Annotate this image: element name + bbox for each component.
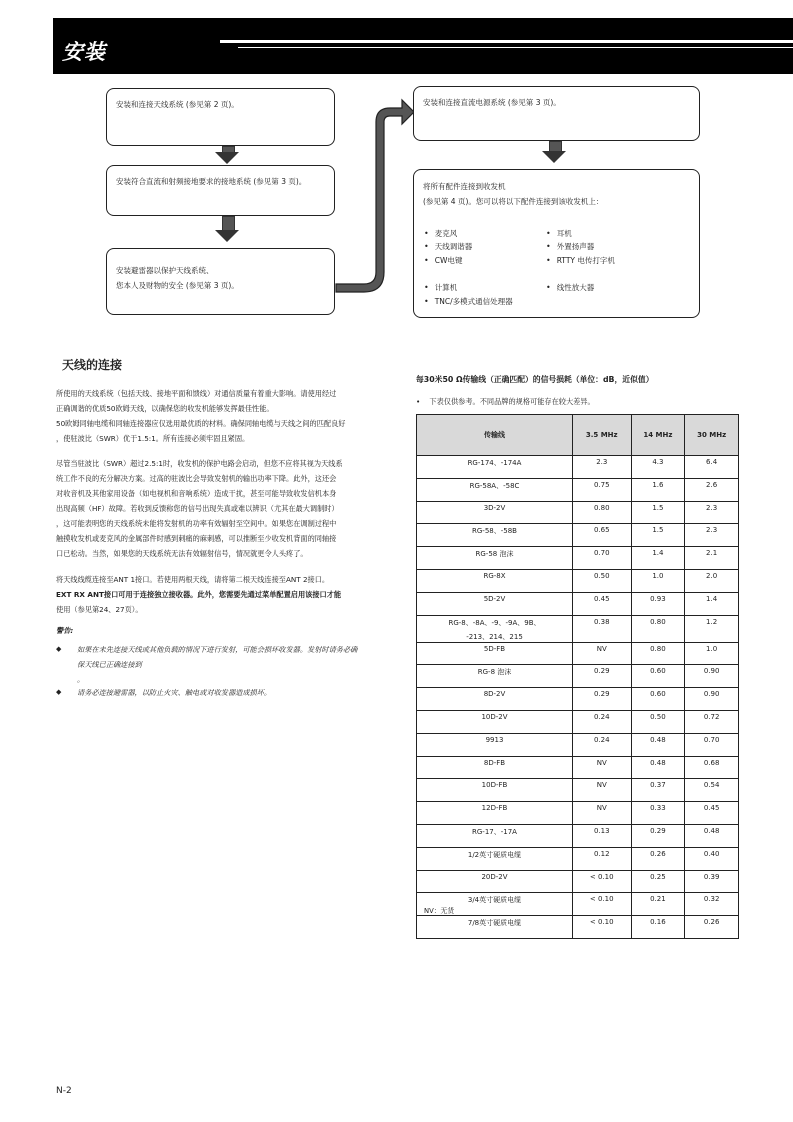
- table-row: [417, 824, 739, 847]
- paragraph: 尽管当驻波比（SWR）超过2.5:1时，收发机的保护电路会启动，但您不应将其视为天线系 统工作不良的充分解决方案。过高的驻波比会导致发射机的输出功率下降。此外，这还会 对收音机及其他家用设备（如电视机和音响系统）造成干扰，甚至可能导致收发信机本身 出现高频（HF）故障。若收到反馈称您的信号出现失真或难以辨识（尤其在最大调制时） ，这可能表明您的天线系统未能将发射机的功率有效辐射至空间中。如果您在调制过程中 触摸收发机或麦克风的金属部件时感到刺痛的麻刺感，可以推断至少收发机背面的同轴接 口已松动。当然，如果您的天线系统无法有效辐射信号，情况就更令人头疼了。: [56, 459, 343, 558]
- cell-line-type: 8D-2V: [417, 688, 573, 711]
- cell-loss-value: 0.29: [631, 824, 685, 847]
- cell-loss-value: 0.93: [631, 592, 685, 615]
- cell-loss-value: 0.29: [573, 688, 632, 711]
- table-row: [417, 642, 739, 665]
- cell-loss-value: 0.45: [573, 592, 632, 615]
- cell-loss-value: < 0.10: [573, 893, 632, 916]
- cell-loss-value: 0.38: [573, 615, 632, 642]
- cell-loss-value: NV: [573, 642, 632, 665]
- flow-step-text: 安装和连接直流电源系统 (参见第 3 页)。: [423, 98, 561, 107]
- cell-loss-value: NV: [573, 779, 632, 802]
- cell-loss-value: 1.0: [685, 642, 739, 665]
- cell-loss-value: 0.39: [685, 870, 739, 893]
- cell-loss-value: 0.54: [685, 779, 739, 802]
- flow-step-text: (参见第 4 页)。您可以将以下配件连接到该收发机上：: [423, 197, 604, 206]
- cell-line-type: 10D-2V: [417, 710, 573, 733]
- table-row: [417, 665, 739, 688]
- cell-line-type: RG-8X: [417, 569, 573, 592]
- table-row: [417, 870, 739, 893]
- cell-loss-value: 1.4: [631, 547, 685, 570]
- cell-loss-value: 2.3: [685, 501, 739, 524]
- cell-loss-value: 1.2: [685, 615, 739, 642]
- cell-line-type: 8D-FB: [417, 756, 573, 779]
- cell-loss-value: 0.26: [685, 916, 739, 939]
- cell-line-type: 10D-FB: [417, 779, 573, 802]
- cell-line-type: 7/8英寸硬质电缆: [417, 916, 573, 939]
- table-row: [417, 802, 739, 825]
- cell-loss-value: 0.24: [573, 733, 632, 756]
- cell-loss-value: 2.3: [685, 524, 739, 547]
- paragraph: 所使用的天线系统（包括天线、接地平面和馈线）对通信质量有着重大影响。请使用经过 正确调谐的优质50欧姆天线，以确保您的收发机能够发挥最佳性能。 50欧姆同轴电缆和同轴连接器应仅选用最优质的材料。确保同轴电缆与天线之间的匹配良好 ，使驻波比（SWR）优于1.5:1。所有连接必须牢固且紧固。: [56, 389, 346, 443]
- list-item: • 线性放大器: [546, 283, 595, 292]
- paragraph: 将天线线缆连接至ANT 1接口。若使用两根天线，请将第二根天线连接至ANT 2接口。 EXT RX ANT接口可用于连接独立接收器。此外，您需要先通过菜单配置启用该接口才能 使用（参见第24、27页）。: [56, 575, 342, 614]
- cell-loss-value: 1.5: [631, 524, 685, 547]
- cell-loss-value: 2.3: [573, 456, 632, 479]
- table-row: [417, 916, 739, 939]
- table-row: [417, 547, 739, 570]
- cell-line-type: RG-58、-58B: [417, 524, 573, 547]
- cell-loss-value: NV: [573, 756, 632, 779]
- cell-loss-value: 0.50: [573, 569, 632, 592]
- list-item: • TNC/多模式通信处理器: [424, 297, 513, 306]
- table-row: [417, 733, 739, 756]
- table-row: [417, 524, 739, 547]
- warning-label: 警告:: [56, 626, 74, 635]
- flow-step-lightning: [106, 248, 335, 315]
- cell-loss-value: 0.90: [685, 665, 739, 688]
- column-header: 3.5 MHz: [573, 415, 632, 456]
- warning-item: ◆ 如果在未先连接天线或其他负载的情况下进行发射，可能会损坏收发器。发射时请务必确 保天线已正确连接到 。: [56, 642, 378, 690]
- down-arrow-head-icon: [215, 230, 239, 242]
- cell-loss-value: 0.37: [631, 779, 685, 802]
- cell-loss-value: 0.70: [573, 547, 632, 570]
- cell-line-type: 9913: [417, 733, 573, 756]
- signal-loss-table: [416, 414, 739, 939]
- page-number: N-2: [56, 1086, 72, 1096]
- table-row: [417, 592, 739, 615]
- cell-loss-value: 0.75: [573, 478, 632, 501]
- cell-loss-value: 0.50: [631, 710, 685, 733]
- cell-loss-value: 0.24: [573, 710, 632, 733]
- cell-loss-value: 0.72: [685, 710, 739, 733]
- list-item: • 耳机: [546, 229, 572, 238]
- header-rule-thin: [238, 47, 793, 48]
- table-row: [417, 478, 739, 501]
- cell-line-type: 5D-2V: [417, 592, 573, 615]
- cell-loss-value: 0.26: [631, 847, 685, 870]
- column-header: 14 MHz: [631, 415, 685, 456]
- cell-loss-value: 0.25: [631, 870, 685, 893]
- column-header: 传输线: [417, 415, 573, 456]
- page-title: 安装: [62, 40, 106, 64]
- cell-loss-value: 0.80: [573, 501, 632, 524]
- cell-loss-value: 0.90: [685, 688, 739, 711]
- flow-step-text: 安装避雷器以保护天线系统、: [116, 266, 214, 275]
- flow-step-ground: [106, 165, 335, 216]
- cell-loss-value: < 0.10: [573, 916, 632, 939]
- header-rule: [220, 40, 793, 43]
- flow-step-text: 安装符合直流和射频接地要求的接地系统 (参见第 3 页)。: [116, 177, 307, 186]
- list-item: • 麦克风: [424, 229, 458, 238]
- nv-footnote: NV：无货: [424, 907, 455, 915]
- list-item: • 外置扬声器: [546, 242, 595, 251]
- cell-line-type: 20D-2V: [417, 870, 573, 893]
- connector-arrow-icon: [334, 88, 416, 298]
- cell-loss-value: 0.48: [685, 824, 739, 847]
- cell-loss-value: 0.21: [631, 893, 685, 916]
- table-row: [417, 615, 739, 642]
- cell-line-type: RG-17、-17A: [417, 824, 573, 847]
- cell-line-type: 5D-FB: [417, 642, 573, 665]
- section-title: 天线的连接: [62, 358, 123, 372]
- flow-step-text: 安装和连接天线系统 (参见第 2 页)。: [116, 100, 239, 109]
- cell-loss-value: 0.65: [573, 524, 632, 547]
- table-row: [417, 688, 739, 711]
- cell-loss-value: 0.70: [685, 733, 739, 756]
- table-row: [417, 893, 739, 916]
- cell-line-type: RG-58 泡沫: [417, 547, 573, 570]
- table-note: • 下表仅供参考。不同品牌的规格可能存在较大差异。: [416, 397, 595, 406]
- list-item: • 天线调谐器: [424, 242, 473, 251]
- cell-loss-value: 0.60: [631, 665, 685, 688]
- cell-loss-value: NV: [573, 802, 632, 825]
- cell-loss-value: 0.40: [685, 847, 739, 870]
- table-title: 每30米50 Ω传输线（正确匹配）的信号损耗（单位：dB，近似值）: [416, 375, 654, 384]
- cell-loss-value: 0.68: [685, 756, 739, 779]
- cell-line-type: 12D-FB: [417, 802, 573, 825]
- cell-loss-value: 6.4: [685, 456, 739, 479]
- column-header: 30 MHz: [685, 415, 739, 456]
- list-item: • 计算机: [424, 283, 458, 292]
- cell-loss-value: 1.5: [631, 501, 685, 524]
- table-header-row: [417, 415, 739, 456]
- flow-step-text: 您本人及财物的安全 (参见第 3 页)。: [116, 281, 239, 290]
- flow-step-text: 将所有配件连接到收发机: [423, 182, 506, 191]
- flow-step-antenna: [106, 88, 335, 146]
- table-row: [417, 569, 739, 592]
- diamond-bullet-icon: ◆: [56, 645, 62, 653]
- table-row: [417, 501, 739, 524]
- cell-loss-value: 0.80: [631, 642, 685, 665]
- flow-step-dc-power: [413, 86, 700, 141]
- cell-loss-value: 4.3: [631, 456, 685, 479]
- cell-loss-value: 0.48: [631, 756, 685, 779]
- cell-loss-value: 2.0: [685, 569, 739, 592]
- list-item: • CW电键: [424, 256, 463, 265]
- table-row: [417, 847, 739, 870]
- cell-loss-value: 0.45: [685, 802, 739, 825]
- warning-item: ◆ 请务必连接避雷器，以防止火灾、触电或对收发器造成损坏。: [56, 685, 378, 701]
- table-row: [417, 779, 739, 802]
- cell-loss-value: 0.16: [631, 916, 685, 939]
- cell-loss-value: 0.13: [573, 824, 632, 847]
- cell-loss-value: 2.1: [685, 547, 739, 570]
- cell-loss-value: 2.6: [685, 478, 739, 501]
- cell-loss-value: 1.6: [631, 478, 685, 501]
- cell-loss-value: 0.48: [631, 733, 685, 756]
- cell-loss-value: 1.4: [685, 592, 739, 615]
- cell-loss-value: 0.80: [631, 615, 685, 642]
- cell-loss-value: < 0.10: [573, 870, 632, 893]
- cell-loss-value: 0.32: [685, 893, 739, 916]
- header-bar: [53, 18, 793, 74]
- cell-loss-value: 0.29: [573, 665, 632, 688]
- cell-loss-value: 0.33: [631, 802, 685, 825]
- list-item: • RTTY 电传打字机: [546, 256, 615, 265]
- cell-loss-value: 1.0: [631, 569, 685, 592]
- cell-line-type: RG-174、-174A: [417, 456, 573, 479]
- table-row: [417, 456, 739, 479]
- down-arrow-head-icon: [542, 151, 566, 163]
- cell-line-type: 3D-2V: [417, 501, 573, 524]
- cell-loss-value: 0.12: [573, 847, 632, 870]
- cell-line-type: RG-8 泡沫: [417, 665, 573, 688]
- table-row: [417, 756, 739, 779]
- table-row: [417, 710, 739, 733]
- cell-line-type: 3/4英寸硬质电缆: [417, 893, 573, 916]
- cell-loss-value: 0.60: [631, 688, 685, 711]
- diamond-bullet-icon: ◆: [56, 688, 62, 696]
- cell-line-type: RG-8、-8A、-9、-9A、9B、 -213、214、215: [417, 615, 573, 642]
- cell-line-type: 1/2英寸硬质电缆: [417, 847, 573, 870]
- down-arrow-head-icon: [215, 152, 239, 164]
- cell-line-type: RG-58A、-58C: [417, 478, 573, 501]
